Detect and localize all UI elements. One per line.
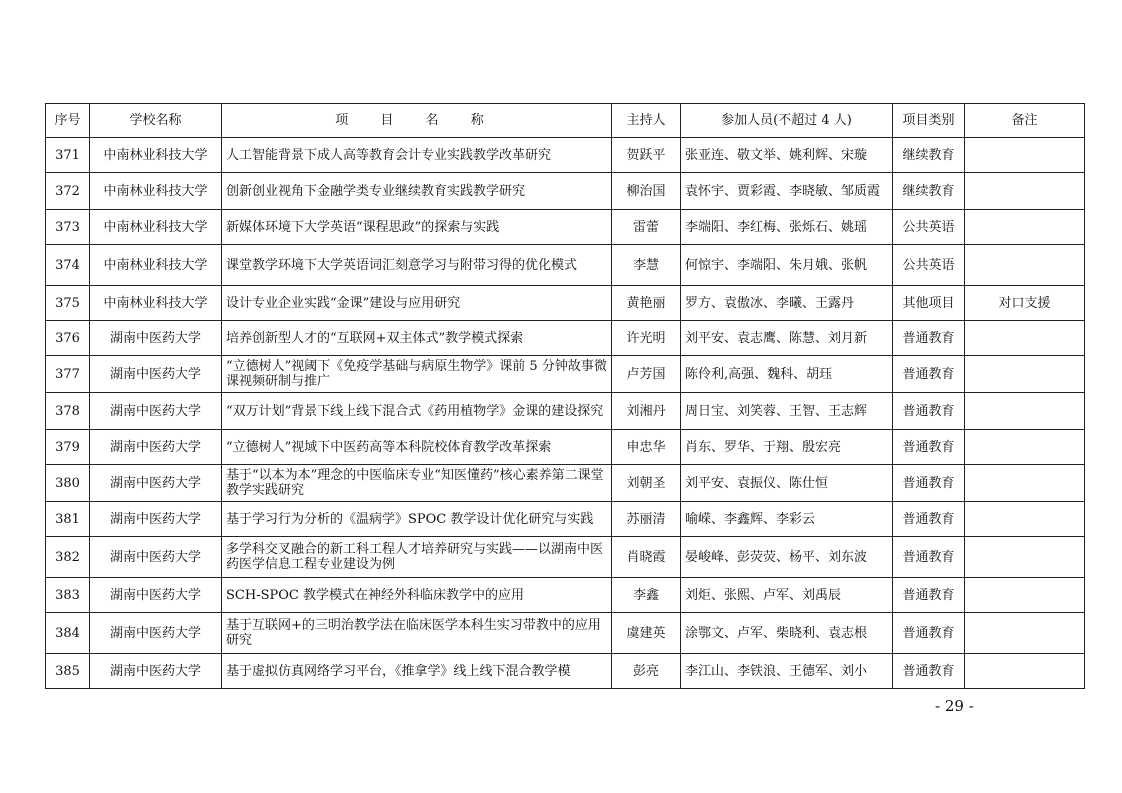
cell-school: 中南林业科技大学 (90, 173, 222, 210)
cell-remark (965, 138, 1085, 173)
cell-no: 377 (46, 356, 90, 393)
cell-category: 公共英语 (893, 245, 965, 286)
header-category: 项目类别 (893, 104, 965, 138)
cell-project: 设计专业企业实践“金课”建设与应用研究 (222, 286, 612, 321)
cell-school: 中南林业科技大学 (90, 286, 222, 321)
cell-category: 其他项目 (893, 286, 965, 321)
cell-category: 公共英语 (893, 210, 965, 245)
cell-no: 380 (46, 465, 90, 502)
cell-no: 384 (46, 613, 90, 654)
cell-leader: 刘湘丹 (612, 393, 681, 430)
cell-members: 何惊宇、李端阳、朱月娥、张帆 (681, 245, 893, 286)
cell-members: 陈伶利,高强、魏科、胡珏 (681, 356, 893, 393)
cell-category: 普通教育 (893, 502, 965, 537)
cell-category: 继续教育 (893, 138, 965, 173)
cell-school: 中南林业科技大学 (90, 138, 222, 173)
cell-remark (965, 502, 1085, 537)
cell-members: 袁怀宇、贾彩霞、李晓敏、邹质霞 (681, 173, 893, 210)
table-row (46, 613, 1085, 654)
cell-remark (965, 654, 1085, 689)
cell-leader: 柳治国 (612, 173, 681, 210)
cell-category: 普通教育 (893, 356, 965, 393)
cell-no: 374 (46, 245, 90, 286)
cell-project: “立德树人”视域下中医药高等本科院校体育教学改革探索 (222, 430, 612, 465)
table-row (46, 356, 1085, 393)
cell-members: 周日宝、刘笑蓉、王智、王志辉 (681, 393, 893, 430)
cell-category: 普通教育 (893, 537, 965, 578)
cell-leader: 李鑫 (612, 578, 681, 613)
cell-leader: 苏丽清 (612, 502, 681, 537)
table-row (46, 502, 1085, 537)
header-row (46, 104, 1085, 138)
cell-category: 普通教育 (893, 578, 965, 613)
cell-no: 376 (46, 321, 90, 356)
cell-members: 张亚连、敬文举、姚利辉、宋璇 (681, 138, 893, 173)
header-project: 项 目 名 称 (222, 104, 612, 138)
cell-project: SCH-SPOC 教学模式在神经外科临床教学中的应用 (222, 578, 612, 613)
header-remark: 备注 (965, 104, 1085, 138)
cell-remark (965, 393, 1085, 430)
cell-no: 379 (46, 430, 90, 465)
table-row (46, 321, 1085, 356)
page-number: - 29 - (935, 697, 974, 715)
cell-members: 晏峻峰、彭荧荧、杨平、刘东波 (681, 537, 893, 578)
cell-school: 湖南中医药大学 (90, 502, 222, 537)
cell-project: “双万计划”背景下线上线下混合式《药用植物学》金课的建设探究 (222, 393, 612, 430)
cell-members: 刘平安、袁志鹰、陈慧、刘月新 (681, 321, 893, 356)
cell-remark (965, 321, 1085, 356)
cell-category: 普通教育 (893, 430, 965, 465)
cell-project: “立德树人”视阈下《免疫学基础与病原生物学》课前 5 分钟故事微课视频研制与推广 (222, 356, 612, 393)
cell-remark (965, 578, 1085, 613)
cell-remark (965, 210, 1085, 245)
cell-leader: 申忠华 (612, 430, 681, 465)
cell-project: 课堂教学环境下大学英语词汇刻意学习与附带习得的优化模式 (222, 245, 612, 286)
cell-members: 肖东、罗华、于翔、殷宏亮 (681, 430, 893, 465)
table-row (46, 210, 1085, 245)
cell-leader: 虞建英 (612, 613, 681, 654)
table-row (46, 138, 1085, 173)
cell-members: 李端阳、李红梅、张烁石、姚瑶 (681, 210, 893, 245)
cell-remark (965, 430, 1085, 465)
cell-no: 383 (46, 578, 90, 613)
table-row (46, 578, 1085, 613)
cell-remark: 对口支援 (965, 286, 1085, 321)
cell-no: 385 (46, 654, 90, 689)
cell-members: 刘平安、袁振仪、陈仕恒 (681, 465, 893, 502)
cell-school: 湖南中医药大学 (90, 430, 222, 465)
cell-remark (965, 173, 1085, 210)
cell-remark (965, 356, 1085, 393)
cell-school: 湖南中医药大学 (90, 393, 222, 430)
table-row (46, 537, 1085, 578)
cell-leader: 彭亮 (612, 654, 681, 689)
cell-project: 创新创业视角下金融学类专业继续教育实践教学研究 (222, 173, 612, 210)
cell-project: 培养创新型人才的“互联网+双主体式”教学模式探索 (222, 321, 612, 356)
cell-remark (965, 245, 1085, 286)
header-members: 参加人员(不超过 4 人) (681, 104, 893, 138)
header-school: 学校名称 (90, 104, 222, 138)
cell-leader: 李慧 (612, 245, 681, 286)
cell-leader: 肖晓霞 (612, 537, 681, 578)
cell-project: 新媒体环境下大学英语“课程思政”的探索与实践 (222, 210, 612, 245)
table-row (46, 465, 1085, 502)
cell-category: 普通教育 (893, 613, 965, 654)
cell-project: 人工智能背景下成人高等教育会计专业实践教学改革研究 (222, 138, 612, 173)
cell-leader: 卢芳国 (612, 356, 681, 393)
cell-remark (965, 613, 1085, 654)
cell-school: 湖南中医药大学 (90, 537, 222, 578)
cell-members: 刘炬、张熙、卢军、刘禹辰 (681, 578, 893, 613)
header-no: 序号 (46, 104, 90, 138)
cell-category: 普通教育 (893, 465, 965, 502)
cell-members: 涂鄂文、卢军、柴晓利、袁志根 (681, 613, 893, 654)
cell-project: 基于虚拟仿真网络学习平台，《推拿学》线上线下混合教学模 (222, 654, 612, 689)
cell-school: 湖南中医药大学 (90, 465, 222, 502)
table-row (46, 286, 1085, 321)
cell-members: 李江山、李铁浪、王德军、刘小 (681, 654, 893, 689)
cell-leader: 许光明 (612, 321, 681, 356)
cell-project: 基于“以本为本”理念的中医临床专业“知医懂药”核心素养第二课堂教学实践研究 (222, 465, 612, 502)
cell-no: 371 (46, 138, 90, 173)
table-row (46, 430, 1085, 465)
cell-members: 喻嵘、李鑫辉、李彩云 (681, 502, 893, 537)
cell-leader: 刘朝圣 (612, 465, 681, 502)
cell-members: 罗方、袁傲冰、李曦、王露丹 (681, 286, 893, 321)
cell-category: 普通教育 (893, 654, 965, 689)
cell-leader: 雷蕾 (612, 210, 681, 245)
cell-remark (965, 537, 1085, 578)
cell-school: 湖南中医药大学 (90, 613, 222, 654)
cell-no: 381 (46, 502, 90, 537)
project-table (45, 103, 1085, 689)
cell-leader: 黄艳丽 (612, 286, 681, 321)
cell-school: 湖南中医药大学 (90, 356, 222, 393)
cell-no: 378 (46, 393, 90, 430)
cell-school: 中南林业科技大学 (90, 245, 222, 286)
table-row (46, 173, 1085, 210)
cell-category: 继续教育 (893, 173, 965, 210)
cell-no: 372 (46, 173, 90, 210)
cell-category: 普通教育 (893, 393, 965, 430)
cell-school: 湖南中医药大学 (90, 321, 222, 356)
header-leader: 主持人 (612, 104, 681, 138)
cell-school: 湖南中医药大学 (90, 578, 222, 613)
cell-no: 375 (46, 286, 90, 321)
cell-school: 中南林业科技大学 (90, 210, 222, 245)
table-row (46, 393, 1085, 430)
table-row (46, 245, 1085, 286)
cell-project: 基于互联网+的三明治教学法在临床医学本科生实习带教中的应用研究 (222, 613, 612, 654)
cell-no: 382 (46, 537, 90, 578)
cell-no: 373 (46, 210, 90, 245)
cell-project: 多学科交叉融合的新工科工程人才培养研究与实践——以湖南中医药医学信息工程专业建设为例 (222, 537, 612, 578)
table-row (46, 654, 1085, 689)
cell-leader: 贺跃平 (612, 138, 681, 173)
cell-school: 湖南中医药大学 (90, 654, 222, 689)
cell-category: 普通教育 (893, 321, 965, 356)
cell-remark (965, 465, 1085, 502)
cell-project: 基于学习行为分析的《温病学》SPOC 教学设计优化研究与实践 (222, 502, 612, 537)
